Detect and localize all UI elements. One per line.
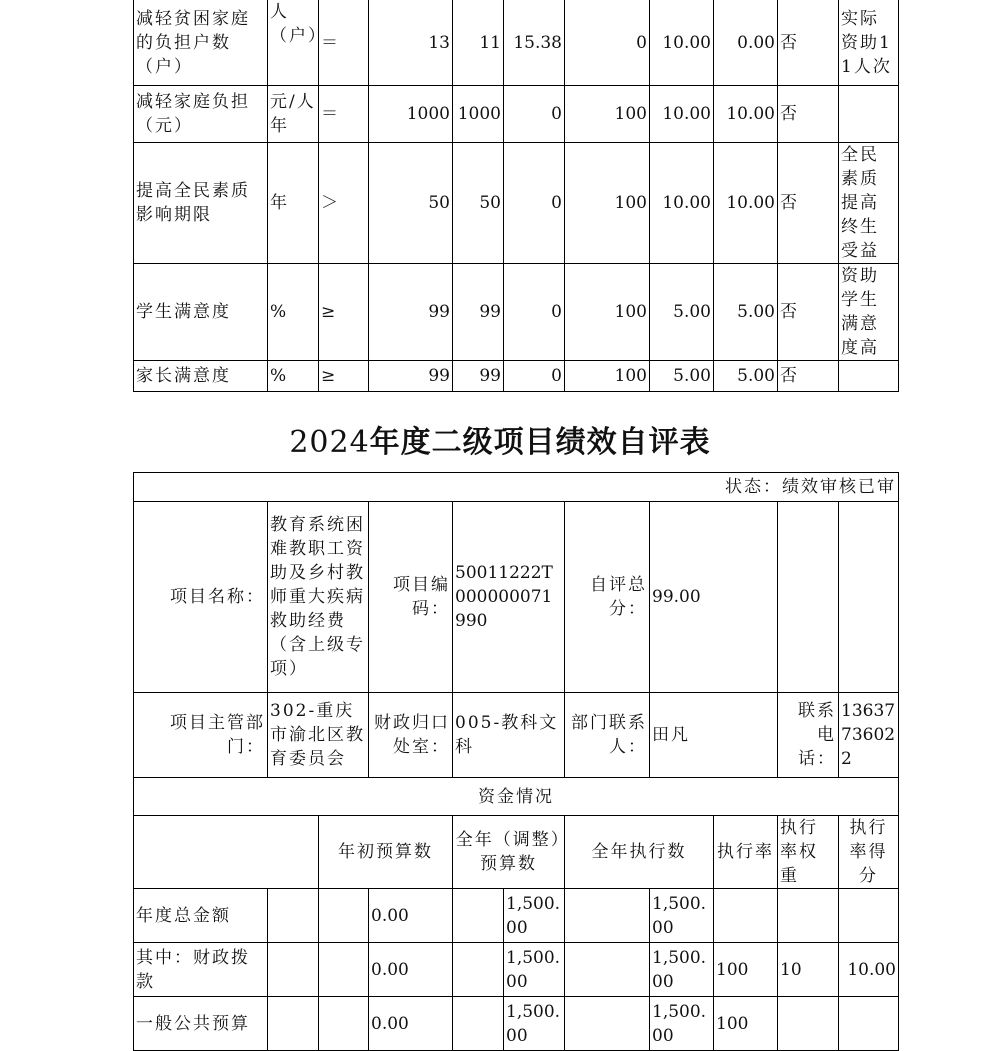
department-label: 项目主管部门： [134,693,268,778]
funds-row [134,943,899,997]
funds-header-empty [134,816,319,889]
indicator-rate: 100 [565,86,650,143]
funds-weight: 10 [778,943,839,997]
indicator-row [134,0,899,86]
funds-section-row [134,778,899,816]
header-initial-budget: 年初预算数 [319,816,453,889]
contact-value: 田凡 [650,693,778,778]
funds-executed: 1,500.00 [650,943,714,997]
project-evaluation-table [133,472,899,1051]
indicator-note [839,361,899,392]
empty-cell [268,997,319,1051]
indicator-name: 减轻家庭负担（元） [134,86,268,143]
empty-cell [565,889,650,943]
indicator-name: 学生满意度 [134,264,268,361]
indicator-note: 资助学生满意度高 [839,264,899,361]
indicator-actual: 99 [453,264,504,361]
department-value: 302-重庆市渝北区教育委员会 [268,693,369,778]
empty-cell [453,997,504,1051]
indicator-weight: 5.00 [650,264,714,361]
contact-label: 部门联系人： [565,693,650,778]
funds-rate: 100 [714,997,778,1051]
funds-row-label: 一般公共预算 [134,997,268,1051]
project-name-value: 教育系统困难教职工资助及乡村教师重大疾病救助经费（含上级专项） [268,502,369,693]
funds-row [134,889,899,943]
self-score-value: 99.00 [650,502,778,693]
indicator-score: 0.00 [714,0,778,86]
empty-cell [453,943,504,997]
indicator-rate: 100 [565,361,650,392]
funds-adjusted: 1,500.00 [504,889,565,943]
indicator-deviation: 0 [504,86,565,143]
status-badge: 状态：绩效审核已审 [134,473,899,502]
funds-header-row [134,816,899,889]
indicator-target: 50 [369,143,453,264]
header-executed: 全年执行数 [565,816,714,889]
header-execution-rate: 执行率 [714,816,778,889]
empty-cell [453,889,504,943]
indicator-row [134,143,899,264]
funds-rate: 100 [714,943,778,997]
indicator-deviation: 0 [504,264,565,361]
indicator-operator: ＝ [319,0,369,86]
indicator-score: 5.00 [714,361,778,392]
project-name-row [134,502,899,693]
funds-initial: 0.00 [369,997,453,1051]
funds-score: 10.00 [839,943,899,997]
indicator-name: 提高全民素质影响期限 [134,143,268,264]
indicator-actual: 50 [453,143,504,264]
empty-cell [839,502,899,693]
funds-adjusted: 1,500.00 [504,997,565,1051]
indicator-rate: 0 [565,0,650,86]
department-row [134,693,899,778]
finance-office-label: 财政归口处室： [369,693,453,778]
empty-cell [565,943,650,997]
header-rate-score: 执行率得分 [839,816,899,889]
indicator-target: 99 [369,361,453,392]
indicator-score: 10.00 [714,143,778,264]
header-adjusted-budget: 全年（调整）预算数 [453,816,565,889]
indicator-actual: 99 [453,361,504,392]
indicator-actual: 11 [453,0,504,86]
empty-cell [268,943,319,997]
indicator-weight: 10.00 [650,0,714,86]
indicator-row [134,86,899,143]
title-text: 年度二级项目绩效自评表 [369,425,711,460]
indicator-weight: 10.00 [650,143,714,264]
funds-adjusted: 1,500.00 [504,943,565,997]
indicator-row [134,264,899,361]
funds-initial: 0.00 [369,943,453,997]
funds-score [839,997,899,1051]
funds-weight [778,889,839,943]
title-year: 2024 [289,425,370,460]
indicator-row [134,361,899,392]
indicator-table [133,0,899,392]
funds-score [839,889,899,943]
indicator-name: 减轻贫困家庭的负担户数（户） [134,0,268,86]
indicator-flag: 否 [778,143,839,264]
indicator-target: 1000 [369,86,453,143]
indicator-weight: 10.00 [650,86,714,143]
self-score-label: 自评总分： [565,502,650,693]
indicator-unit: 年 [268,143,319,264]
indicator-unit: % [268,361,319,392]
header-rate-weight: 执行率权重 [778,816,839,889]
indicator-flag: 否 [778,0,839,86]
funds-row-label: 年度总金额 [134,889,268,943]
empty-cell [778,502,839,693]
indicator-deviation: 0 [504,361,565,392]
indicator-deviation: 15.38 [504,0,565,86]
funds-executed: 1,500.00 [650,997,714,1051]
funds-section-label: 资金情况 [134,778,899,816]
indicator-unit: % [268,264,319,361]
empty-cell [319,997,369,1051]
indicator-flag: 否 [778,361,839,392]
empty-cell [319,943,369,997]
indicator-name: 家长满意度 [134,361,268,392]
indicator-deviation: 0 [504,143,565,264]
indicator-note: 实际资助11人次 [839,0,899,86]
project-code-label: 项目编码： [369,502,453,693]
funds-weight [778,997,839,1051]
funds-row [134,997,899,1051]
funds-executed: 1,500.00 [650,889,714,943]
finance-office-value: 005-教科文科 [453,693,565,778]
indicator-note [839,86,899,143]
indicator-weight: 5.00 [650,361,714,392]
indicator-operator: ＝ [319,86,369,143]
empty-cell [319,889,369,943]
indicator-rate: 100 [565,264,650,361]
status-row [134,473,899,502]
empty-cell [565,997,650,1051]
indicator-score: 10.00 [714,86,778,143]
project-code-value: 50011222T000000071990 [453,502,565,693]
indicator-rate: 100 [565,143,650,264]
indicator-flag: 否 [778,264,839,361]
page-title [0,420,1000,466]
indicator-unit: 元/人年 [268,86,319,143]
indicator-operator: ≥ [319,361,369,392]
funds-initial: 0.00 [369,889,453,943]
indicator-target: 99 [369,264,453,361]
indicator-target: 13 [369,0,453,86]
empty-cell [268,889,319,943]
indicator-actual: 1000 [453,86,504,143]
indicator-operator: ＞ [319,143,369,264]
project-name-label: 项目名称： [134,502,268,693]
indicator-score: 5.00 [714,264,778,361]
indicator-note: 全民素质提高终生受益 [839,143,899,264]
phone-label: 联系电话： [778,693,839,778]
indicator-unit: 人（户） [268,0,319,86]
funds-rate [714,889,778,943]
funds-row-label: 其中：财政拨款 [134,943,268,997]
indicator-operator: ≥ [319,264,369,361]
phone-value: 13637736022 [839,693,899,778]
indicator-flag: 否 [778,86,839,143]
